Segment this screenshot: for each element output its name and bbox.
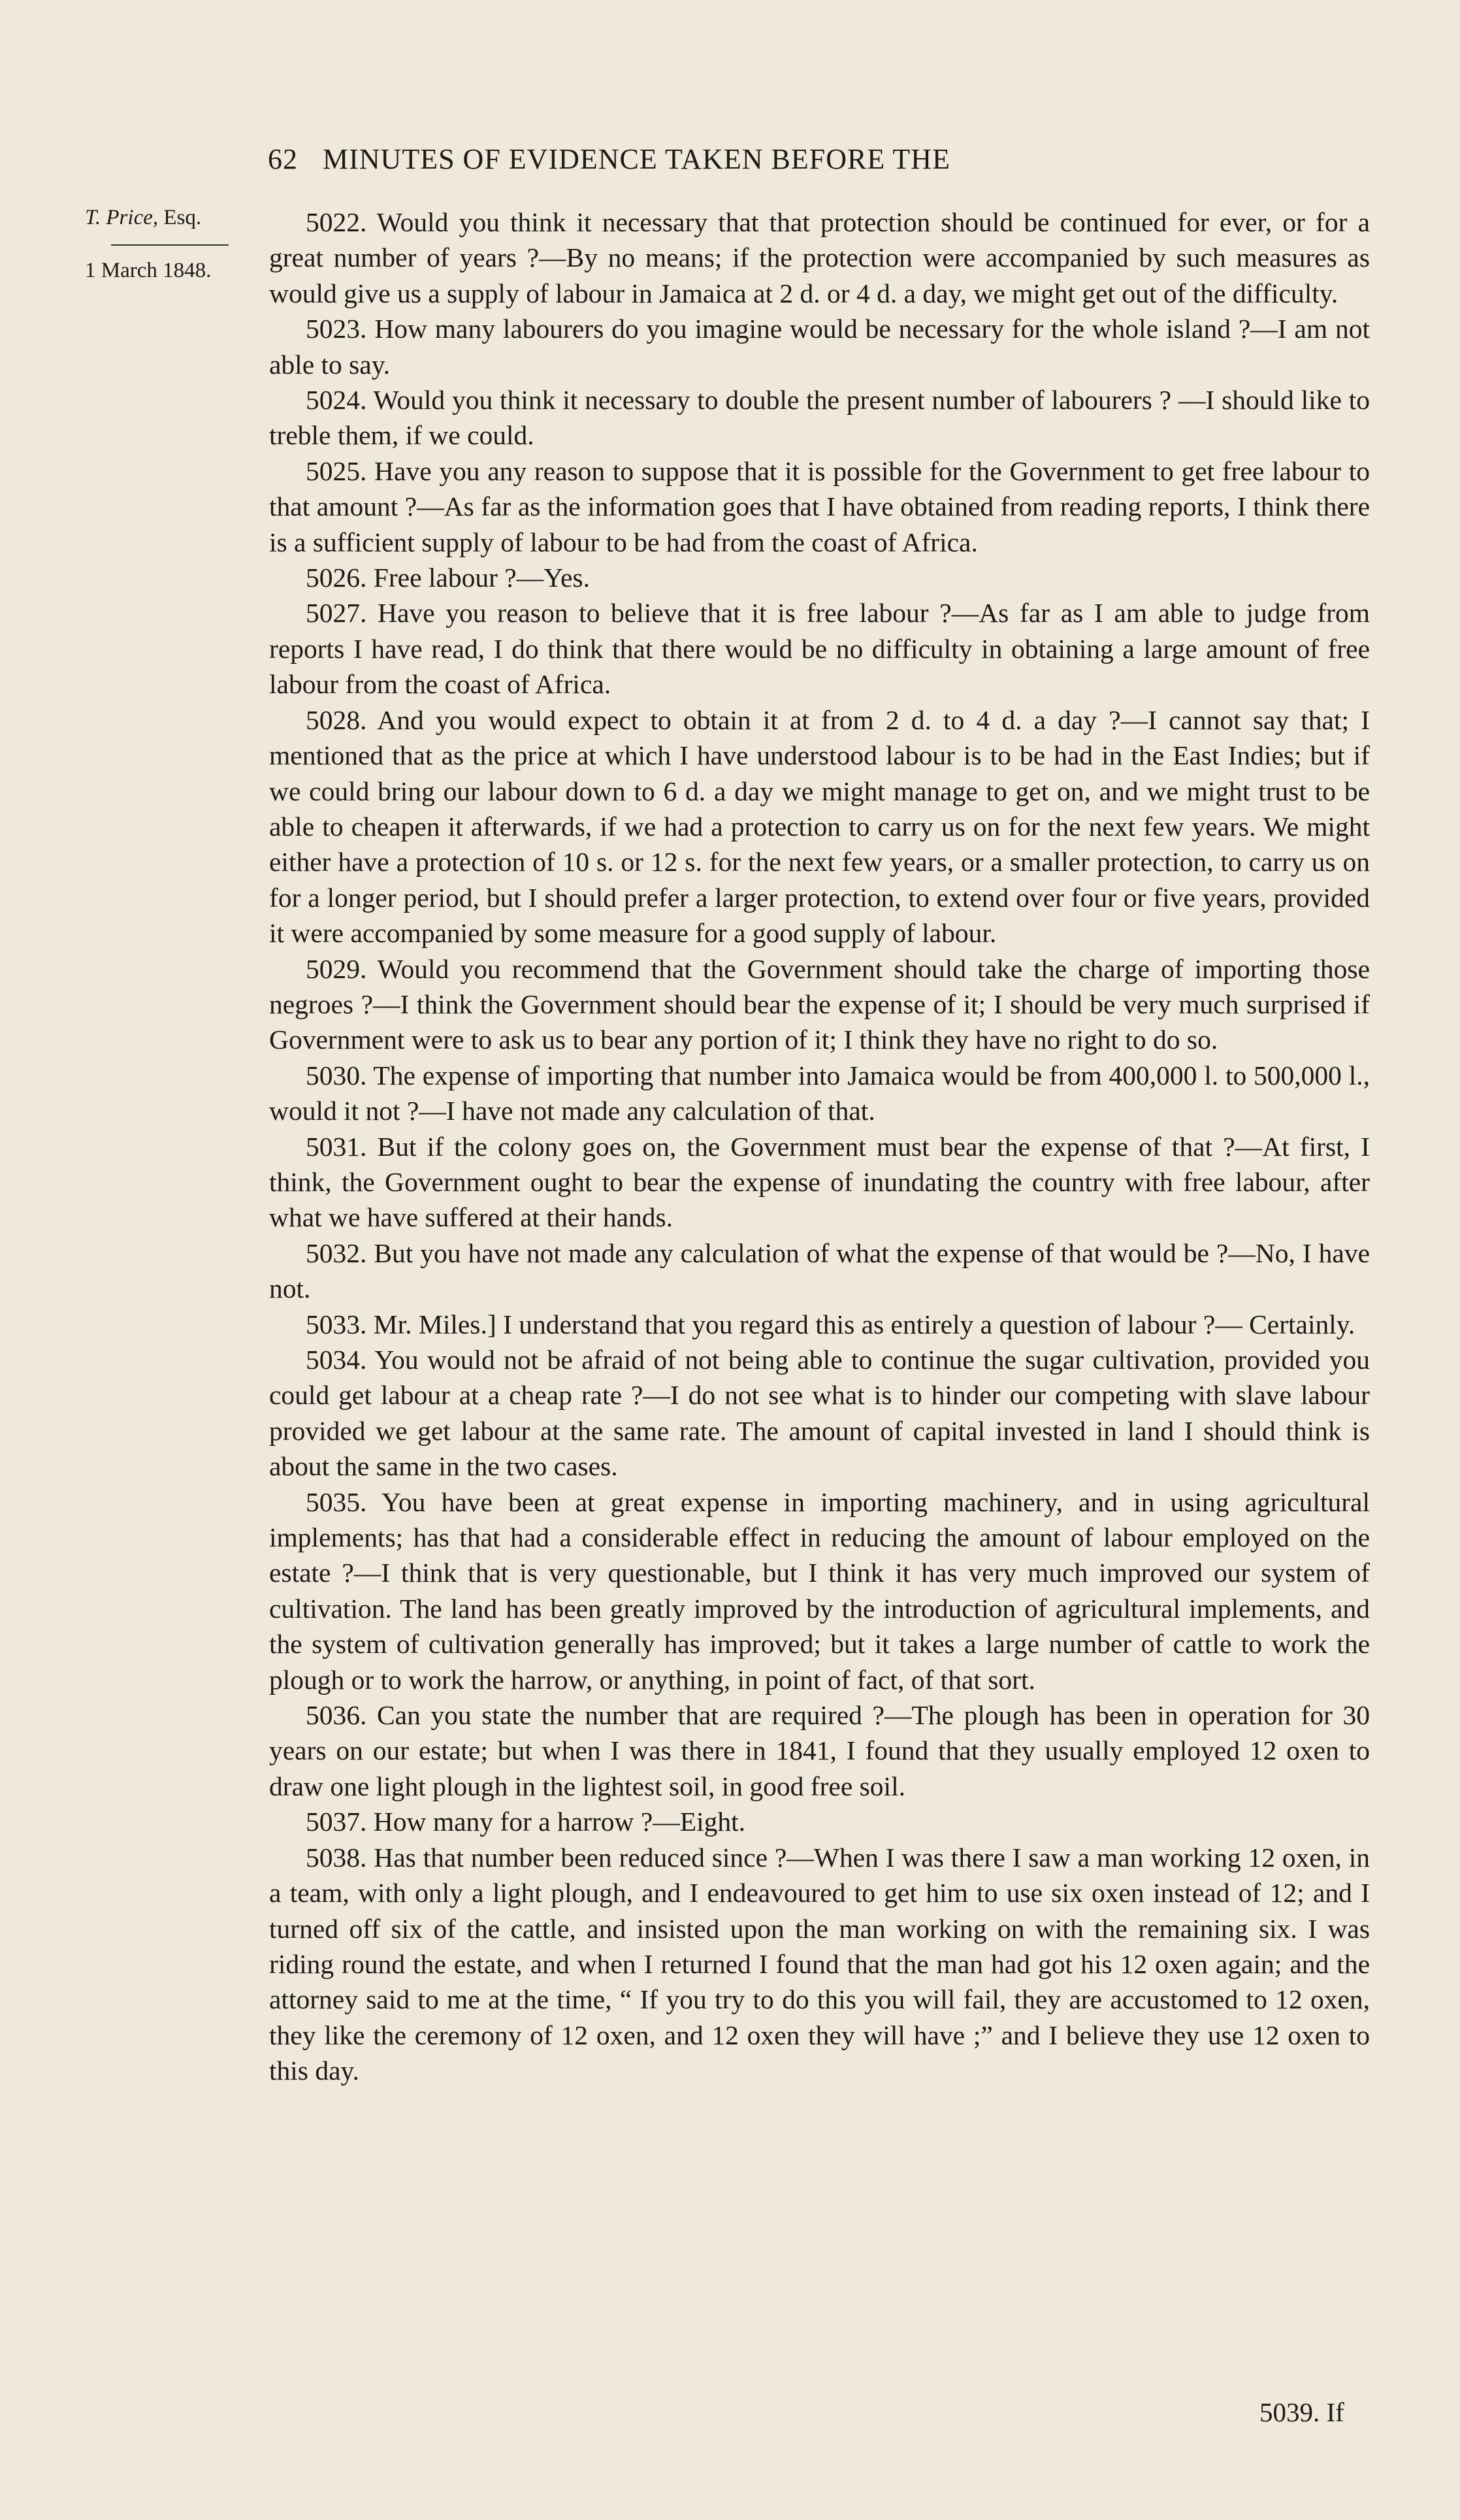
witness-name: T. Price, Esq. <box>85 206 202 229</box>
evidence-paragraph: 5031. But if the colony goes on, the Government must bear the expense of that ?—At first, I think, the Government ought to bear the expense of inundating the country with free labour, after what we have suffered at their hands. <box>269 1131 1370 1233</box>
evidence-paragraph: 5034. You would not be afraid of not being able to continue the sugar cultivation, provided you could get labour at a cheap rate ?—I do not see what is to hinder our competing with slave labour provided we get labour at the same rate. The amount of capital invested in land I should think is about the same in the two cases. <box>269 1345 1370 1482</box>
evidence-paragraph: 5029. Would you recommend that the Government should take the charge of importing those negroes ?—I think the Government should bear the expense of it; I should be very much surprised if Government were to ask us to bear any portion of it; I think they have no right to do so. <box>269 953 1370 1055</box>
evidence-paragraph: 5032. But you have not made any calculation of what the expense of that would be ?—No, I have not. <box>269 1237 1370 1304</box>
evidence-paragraph: 5022. Would you think it necessary that that protection should be continued for ever, or for a great number of years ?—By no means; if the protection were accompanied by such measures as would give us a supply of labour in Jamaica at 2 d. or 4 d. a day, we might get out of the difficulty. <box>269 207 1370 308</box>
evidence-paragraph: 5024. Would you think it necessary to double the present number of labourers ? —I should like to treble them, if we could. <box>269 385 1370 451</box>
evidence-paragraph: 5035. You have been at great expense in importing machinery, and in using agricultural implements; has that had a considerable effect in reducing the amount of labour employed on the estate ?—I think that is very questionable, but I think it has very much improved our system of cultivation. The land has been greatly improved by the introduction of agricultural implements, and the system of cultivation generally has improved; but it takes a large number of cattle to work the plough or to work the harrow, or anything, in point of fact, of that sort. <box>269 1486 1370 1695</box>
evidence-body <box>269 205 1370 2089</box>
evidence-paragraph: 5036. Can you state the number that are required ?—The plough has been in operation for 30 years on our estate; but when I was there in 1841, I found that they usually employed 12 oxen to draw one light plough in the lightest soil, in good free soil. <box>269 1700 1370 1801</box>
evidence-paragraph: 5037. How many for a harrow ?—Eight. <box>306 1807 746 1837</box>
evidence-paragraph: 5025. Have you any reason to suppose that it is possible for the Government to get free labour to that amount ?—As far as the information goes that I have obtained from reading reports, I think there is a sufficient supply of labour to be had from the coast of Africa. <box>269 455 1370 557</box>
evidence-date: 1 March 1848. <box>85 259 212 282</box>
running-header <box>268 142 1378 176</box>
evidence-paragraph: 5026. Free labour ?—Yes. <box>306 563 590 593</box>
page-number: 62 <box>268 143 298 175</box>
evidence-paragraph: 5030. The expense of importing that number into Jamaica would be from 400,000 l. to 500,000 l., would it not ?—I have not made any calculation of that. <box>269 1060 1370 1126</box>
evidence-paragraph: 5038. Has that number been reduced since ?—When I was there I saw a man working 12 oxen, in a team, with only a light plough, and I endeavoured to get him to use six oxen instead of 12; and I turned off six of the cattle, and insisted upon the man working on with the remaining six. I was riding round the estate, and when I returned I found that the man had got his 12 oxen again; and the attorney said to me at the time, “ If you try to do this you will fail, they are accustomed to 12 oxen, they like the ceremony of 12 oxen, and 12 oxen they will have ;” and I believe they use 12 oxen to this day. <box>269 1842 1370 2086</box>
evidence-paragraph: 5028. And you would expect to obtain it at from 2 d. to 4 d. a day ?—I cannot say that; I mentioned that as the price at which I have understood labour is to be had in the East Indies; but if we could bring our labour down to 6 d. a day we might manage to get on, and we might trust to be able to cheapen it afterwards, if we had a protection to carry us on for the next few years. We might either have a protection of 10 s. or 12 s. for the next few years, or a smaller protection, to carry us on for a longer period, but I should prefer a larger protection, to extend over four or five years, provided it were accompanied by some measure for a good supply of labour. <box>269 704 1370 949</box>
margin-rule <box>111 244 229 246</box>
evidence-paragraph: 5033. Mr. Miles.] I understand that you regard this as entirely a question of labour ?— Certainly. <box>306 1309 1355 1339</box>
header-title: MINUTES OF EVIDENCE TAKEN BEFORE THE <box>323 143 950 175</box>
evidence-paragraph: 5023. How many labourers do you imagine would be necessary for the whole island ?—I am not able to say. <box>269 314 1370 380</box>
margin-note <box>85 206 261 283</box>
catchword: 5039. If <box>1259 2397 1344 2427</box>
evidence-paragraph: 5027. Have you reason to believe that it is free labour ?—As far as I am able to judge from reports I have read, I do think that there would be no difficulty in obtaining a large amount of free labour from the coast of Africa. <box>269 598 1370 700</box>
